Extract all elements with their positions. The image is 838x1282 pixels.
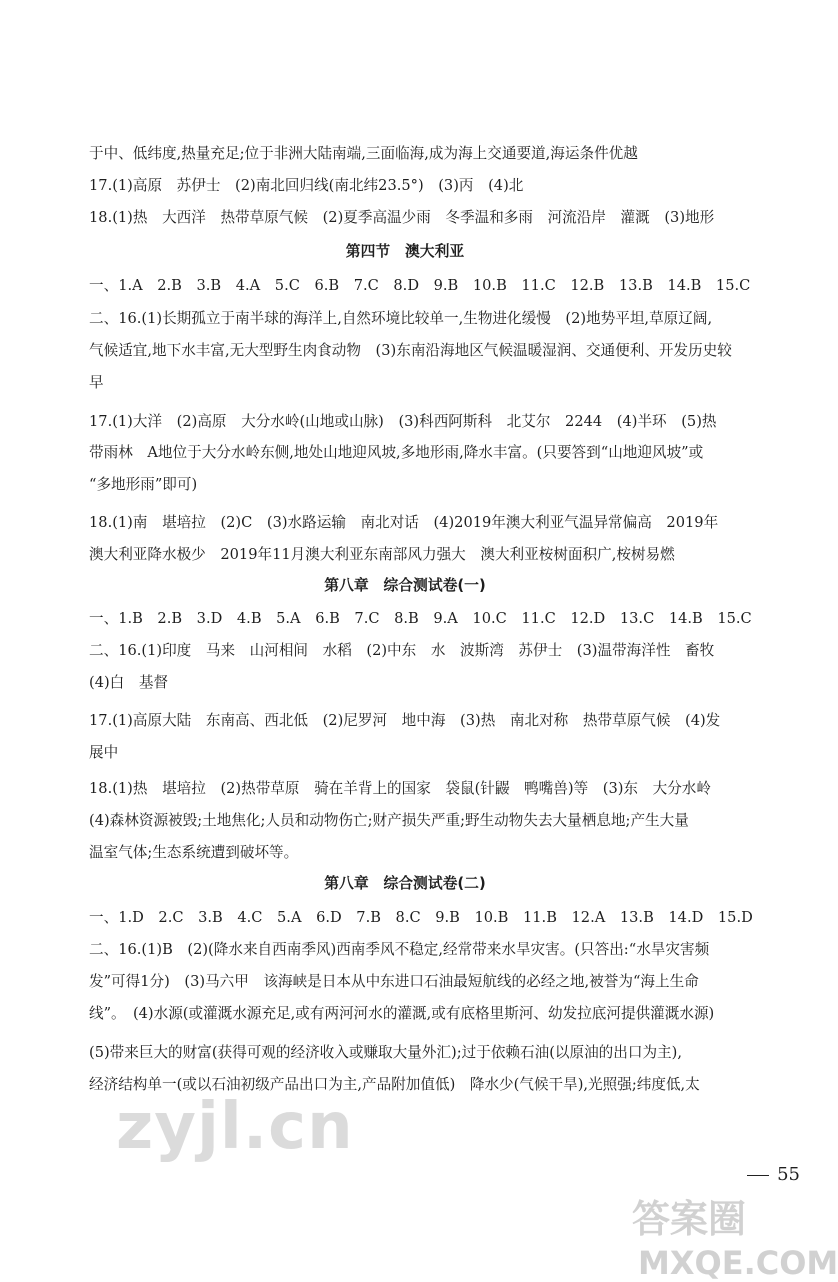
text-line: 一、1.B 2.B 3.D 4.B 5.A 6.B 7.C 8.B 9.A 10.C 11.C 12.D 13.C 14.B 15.C	[89, 610, 752, 627]
logo-url-watermark: MXQE.COM	[638, 1244, 838, 1282]
text-line: 线”。 (4)水源(或灌溉水源充足,或有两河河水的灌溉,或有底格里斯河、幼发拉底河提供灌溉水源)	[89, 1005, 715, 1022]
text-line: 一、1.A 2.B 3.B 4.A 5.C 6.B 7.C 8.D 9.B 10.B 11.C 12.B 13.B 14.B 15.C	[89, 277, 751, 294]
text-line: 二、16.(1)B (2)(降水来自西南季风)西南季风不稳定,经常带来水旱灾害。(只答出:“水旱灾害频	[89, 941, 710, 958]
text-line: 早	[89, 374, 104, 391]
page-number	[747, 1164, 800, 1185]
page-number-value: 55	[777, 1164, 800, 1185]
section-heading: 第四节 澳大利亚	[345, 243, 465, 260]
text-line: (5)带来巨大的财富(获得可观的经济收入或赚取大量外汇);过于依赖石油(以原油的出口为主),	[89, 1044, 682, 1061]
text-line: 二、16.(1)长期孤立于南半球的海洋上,自然环境比较单一,生物进化缓慢 (2)地势平坦,草原辽阔,	[89, 310, 713, 327]
text-line: 一、1.D 2.C 3.B 4.C 5.A 6.D 7.B 8.C 9.B 10.B 11.B 12.A 13.B 14.D 15.D	[89, 909, 753, 926]
logo-watermark: 答案圈	[632, 1197, 747, 1241]
text-line: 澳大利亚降水极少 2019年11月澳大利亚东南部风力强大 澳大利亚桉树面积广,桉树易燃	[89, 546, 675, 563]
text-line: 18.(1)南 堪培拉 (2)C (3)水路运输 南北对话 (4)2019年澳大利亚气温异常偏高 2019年	[89, 514, 719, 531]
site-watermark: zyjl.cn	[116, 1090, 354, 1164]
text-line: 二、16.(1)印度 马来 山河相间 水稻 (2)中东 水 波斯湾 苏伊士 (3)温带海洋性 畜牧	[89, 642, 715, 659]
text-line: (4)森林资源被毁;土地焦化;人员和动物伤亡;财产损失严重;野生动物失去大量栖息地;产生大量	[89, 812, 689, 829]
text-line: 带雨林 A地位于大分水岭东侧,地处山地迎风坡,多地形雨,降水丰富。(只要答到“山地迎风坡”或	[89, 444, 704, 461]
text-line: 17.(1)大洋 (2)高原 大分水岭(山地或山脉) (3)科西阿斯科 北艾尔 2244 (4)半环 (5)热	[89, 413, 717, 430]
text-line: “多地形雨”即可)	[89, 476, 198, 493]
text-line: 温室气体;生态系统遭到破坏等。	[89, 844, 299, 861]
text-line: 经济结构单一(或以石油初级产品出口为主,产品附加值低) 降水少(气候干旱),光照强;纬度低,太	[89, 1076, 700, 1093]
text-line: 发”可得1分) (3)马六甲 该海峡是日本从中东进口石油最短航线的必经之地,被誉为“海上生命	[89, 973, 699, 990]
text-line: 18.(1)热 大西洋 热带草原气候 (2)夏季高温少雨 冬季温和多雨 河流沿岸 灌溉 (3)地形	[89, 209, 715, 226]
section-heading: 第八章 综合测试卷(一)	[324, 577, 486, 594]
text-line: 18.(1)热 堪培拉 (2)热带草原 骑在羊背上的国家 袋鼠(针鼹 鸭嘴兽)等 (3)东 大分水岭	[89, 780, 711, 797]
text-line: 气候适宜,地下水丰富,无大型野生肉食动物 (3)东南沿海地区气候温暖湿润、交通便利、开发历史较	[89, 342, 732, 359]
page-number-dash	[747, 1175, 769, 1176]
text-line: 17.(1)高原 苏伊士 (2)南北回归线(南北纬23.5°) (3)丙 (4)北	[89, 177, 524, 194]
text-line: 于中、低纬度,热量充足;位于非洲大陆南端,三面临海,成为海上交通要道,海运条件优越	[89, 145, 638, 162]
text-line: (4)白 基督	[89, 674, 169, 691]
text-line: 展中	[89, 744, 119, 761]
text-line: 17.(1)高原大陆 东南高、西北低 (2)尼罗河 地中海 (3)热 南北对称 热带草原气候 (4)发	[89, 712, 721, 729]
section-heading: 第八章 综合测试卷(二)	[324, 875, 486, 892]
